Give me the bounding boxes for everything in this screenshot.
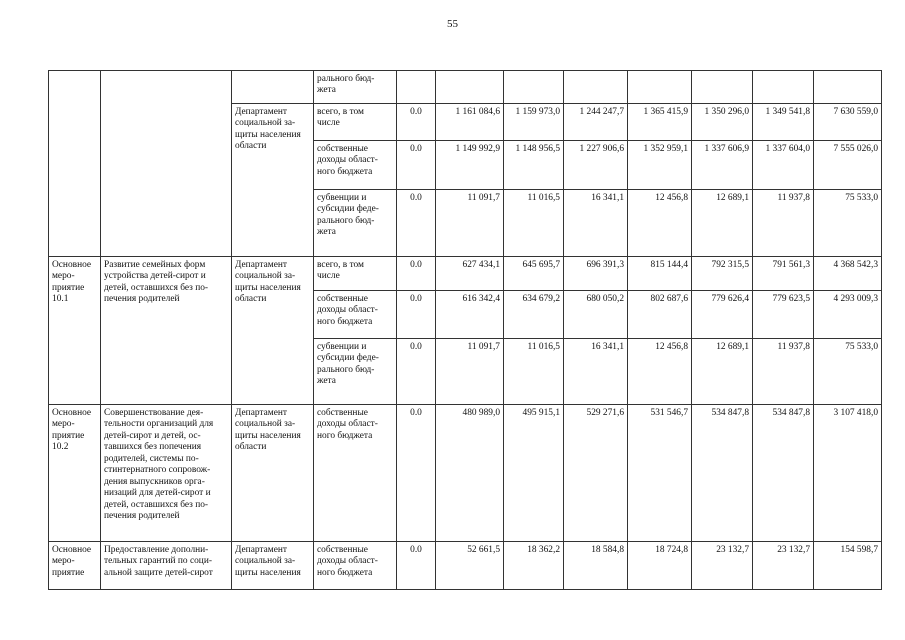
value-cell: [628, 71, 692, 104]
value-cell: 1 349 541,8: [753, 104, 814, 141]
value-cell: 12 456,8: [628, 190, 692, 257]
value-cell-base: 0.0: [397, 141, 436, 190]
value-cell: 627 434,1: [436, 257, 504, 291]
table-row: [49, 257, 882, 291]
value-cell: 23 132,7: [753, 542, 814, 590]
value-cell: 154 598,7: [814, 542, 882, 590]
value-cell: 11 091,7: [436, 190, 504, 257]
value-cell: 1 149 992,9: [436, 141, 504, 190]
value-cell: 1 159 973,0: [504, 104, 564, 141]
value-cell: 779 623,5: [753, 291, 814, 339]
value-cell: 779 626,4: [692, 291, 753, 339]
executor-cell: Департамент социальной за- щиты населения области: [232, 257, 314, 405]
measure-cell: Основное меро- приятие 10.2: [49, 405, 101, 542]
value-cell: 11 016,5: [504, 190, 564, 257]
measure-cell: Основное меро- приятие: [49, 542, 101, 590]
funding-source-cell: собственные доходы област- ного бюджета: [314, 405, 397, 542]
page-number: 55: [447, 18, 458, 30]
value-cell: [564, 71, 628, 104]
value-cell-base: 0.0: [397, 339, 436, 405]
executor-cell: Департамент социальной за- щиты населения области: [232, 104, 314, 257]
value-cell: 1 244 247,7: [564, 104, 628, 141]
value-cell: 7 555 026,0: [814, 141, 882, 190]
value-cell: 12 689,1: [692, 190, 753, 257]
value-cell: 23 132,7: [692, 542, 753, 590]
measure-cell: Основное меро- приятие 10.1: [49, 257, 101, 405]
measure-name-cell: Предоставление дополни- тельных гарантий по соци- альной защите детей-сирот: [101, 542, 232, 590]
value-cell: 616 342,4: [436, 291, 504, 339]
value-cell: 792 315,5: [692, 257, 753, 291]
funding-source-cell: собственные доходы област- ного бюджета: [314, 542, 397, 590]
value-cell: 645 695,7: [504, 257, 564, 291]
value-cell: 12 456,8: [628, 339, 692, 405]
value-cell: 534 847,8: [692, 405, 753, 542]
value-cell-base: 0.0: [397, 405, 436, 542]
value-cell: 4 293 009,3: [814, 291, 882, 339]
value-cell: 1 365 415,9: [628, 104, 692, 141]
value-cell: 7 630 559,0: [814, 104, 882, 141]
value-cell: 52 661,5: [436, 542, 504, 590]
value-cell: [692, 71, 753, 104]
value-cell: [814, 71, 882, 104]
table-row: [49, 405, 882, 542]
funding-source-cell: собственные доходы област- ного бюджета: [314, 141, 397, 190]
value-cell: 1 161 084,6: [436, 104, 504, 141]
measure-name-cell: Совершенствование дея- тельности организаций для детей-сирот и детей, ос- тавшихся без попечения родителей, системы по- стинтернатного сопровож- дения выпускников орга- низаций для детей-сирот и детей, оставшихся без по- печения родителей: [101, 405, 232, 542]
budget-table: [48, 70, 882, 590]
value-cell: 815 144,4: [628, 257, 692, 291]
value-cell: 634 679,2: [504, 291, 564, 339]
funding-source-cell: собственные доходы област- ного бюджета: [314, 291, 397, 339]
value-cell-base: 0.0: [397, 542, 436, 590]
value-cell-base: 0.0: [397, 257, 436, 291]
funding-source-cell: всего, в том числе: [314, 257, 397, 291]
value-cell: 480 989,0: [436, 405, 504, 542]
funding-source-cell: субвенции и субсидии феде- рального бюд- жета: [314, 339, 397, 405]
value-cell: 1 337 606,9: [692, 141, 753, 190]
value-cell: 791 561,3: [753, 257, 814, 291]
value-cell: 12 689,1: [692, 339, 753, 405]
value-cell: 75 533,0: [814, 339, 882, 405]
value-cell: 495 915,1: [504, 405, 564, 542]
value-cell-base: 0.0: [397, 190, 436, 257]
value-cell: 1 227 906,6: [564, 141, 628, 190]
value-cell: 696 391,3: [564, 257, 628, 291]
measure-name-cell: Развитие семейных форм устройства детей-сирот и детей, оставшихся без по- печения родителей: [101, 257, 232, 405]
value-cell: 531 546,7: [628, 405, 692, 542]
value-cell: 11 016,5: [504, 339, 564, 405]
value-cell: 1 352 959,1: [628, 141, 692, 190]
funding-source-cell: всего, в том числе: [314, 104, 397, 141]
value-cell: 1 148 956,5: [504, 141, 564, 190]
value-cell: [504, 71, 564, 104]
funding-source-cell: рального бюд- жета: [314, 71, 397, 104]
value-cell: 75 533,0: [814, 190, 882, 257]
value-cell: 3 107 418,0: [814, 405, 882, 542]
executor-cell: Департамент социальной за- щиты населения: [232, 542, 314, 590]
value-cell: 18 362,2: [504, 542, 564, 590]
value-cell: 11 937,8: [753, 190, 814, 257]
table-row: [49, 542, 882, 590]
value-cell: 1 350 296,0: [692, 104, 753, 141]
value-cell-base: [397, 71, 436, 104]
value-cell-base: 0.0: [397, 291, 436, 339]
value-cell: [753, 71, 814, 104]
value-cell: 16 341,1: [564, 339, 628, 405]
value-cell: 16 341,1: [564, 190, 628, 257]
value-cell: 534 847,8: [753, 405, 814, 542]
executor-cell: [232, 71, 314, 104]
value-cell: 680 050,2: [564, 291, 628, 339]
value-cell: 4 368 542,3: [814, 257, 882, 291]
funding-source-cell: субвенции и субсидии феде- рального бюд- жета: [314, 190, 397, 257]
measure-name-cell: [101, 71, 232, 257]
value-cell: 18 724,8: [628, 542, 692, 590]
value-cell: [436, 71, 504, 104]
executor-cell: Департамент социальной за- щиты населения области: [232, 405, 314, 542]
value-cell: 529 271,6: [564, 405, 628, 542]
value-cell: 1 337 604,0: [753, 141, 814, 190]
value-cell: 802 687,6: [628, 291, 692, 339]
value-cell: 11 091,7: [436, 339, 504, 405]
value-cell: 18 584,8: [564, 542, 628, 590]
table-row: [49, 71, 882, 104]
value-cell: 11 937,8: [753, 339, 814, 405]
value-cell-base: 0.0: [397, 104, 436, 141]
measure-cell: [49, 71, 101, 257]
